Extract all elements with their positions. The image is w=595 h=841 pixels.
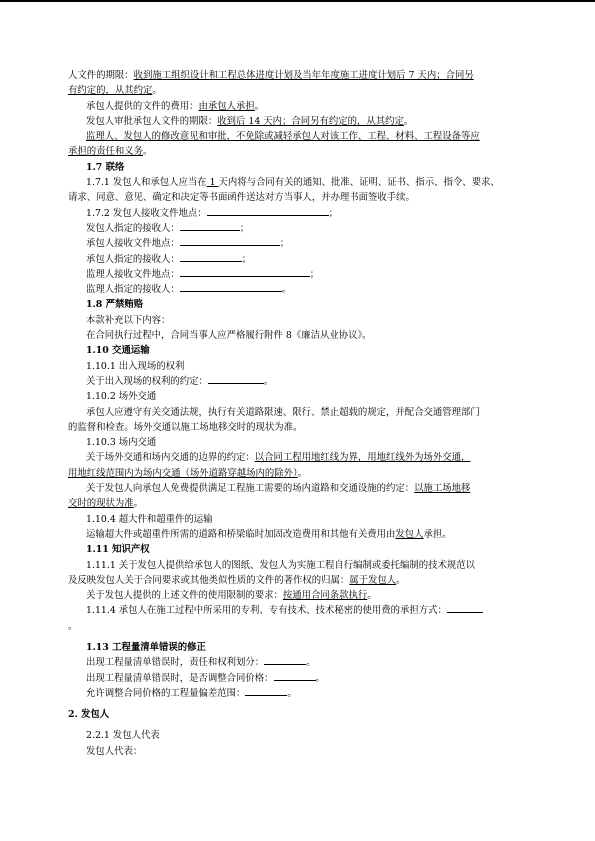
paragraph: 1.11.1 关于发包人提供给承包人的图纸、发包人为实施工程自行编制或委托编制的技术规范以 <box>86 559 476 571</box>
text: 。 <box>68 620 78 632</box>
underlined-text: 交时的现状为准 <box>68 498 134 510</box>
text: 承担。 <box>423 528 452 540</box>
section-heading: 1.10 交通运输 <box>86 345 150 357</box>
text: 关于发包人向承包人免费提供满足工程施工需要的场内道路和交通设施的约定： <box>86 483 415 495</box>
field-label: 监理人指定的接收人： <box>86 284 180 296</box>
field-label: 1.7.2 发包人接收文件地点： <box>86 207 207 219</box>
form-line: 发包人代表： <box>86 745 143 757</box>
form-line <box>68 252 528 267</box>
blank-field <box>447 603 483 613</box>
section-heading: 1.13 工程量清单错误的修正 <box>86 641 206 653</box>
paragraph <box>68 527 528 542</box>
blank-field <box>274 671 316 681</box>
text: ； <box>279 238 290 250</box>
underlined-text: 有约定的，从其约定 <box>68 85 153 97</box>
text: ； <box>241 253 252 265</box>
text: 及反映发包人关于合同要求或其他类似性质的文件的著作权的归属： <box>68 574 350 586</box>
field-label: 允许调整合同价格的工程量偏差范围： <box>86 687 246 699</box>
form-line <box>68 686 528 701</box>
blank-field <box>180 282 282 292</box>
field-label: 出现工程量清单错误时，责任和权利划分： <box>86 657 265 669</box>
text: 天内将与合同有关的通知、批准、证明、证书、指示、指令、要求、 <box>218 177 500 189</box>
paragraph: 承包人应遵守有关交通法规，执行有关道路限速、限行、禁止超载的规定，并配合交通管理部门 <box>86 406 480 418</box>
text: 人文件的期限： <box>68 70 134 81</box>
text: 。 <box>396 574 406 586</box>
form-line <box>68 655 528 670</box>
subsection-heading: 1.10.2 场外交通 <box>86 391 157 403</box>
underlined-text: 属于发包人 <box>349 574 397 586</box>
underlined-text: 以施工场地移 <box>414 483 471 495</box>
subsection-heading: 1.10.1 出入现场的权利 <box>86 360 185 372</box>
text: 。 <box>367 590 377 602</box>
form-line <box>68 236 528 251</box>
underlined-text: 以合同工程用地红线为界，用地红线外为场外交通， <box>254 452 471 464</box>
text: 。 <box>403 115 414 127</box>
text: 。 <box>133 498 144 510</box>
form-line <box>68 267 528 282</box>
field-label: 关于出入现场的权利的约定： <box>86 375 208 387</box>
form-line <box>68 374 528 389</box>
paragraph: 本款补充以下内容： <box>86 314 171 326</box>
text: 。 <box>143 146 153 158</box>
underlined-text: 收到后 14 天内；合同另有约定的，从其约定 <box>217 115 404 127</box>
page-top-border <box>0 0 595 2</box>
field-label: 1.11.4 承包人在施工过程中所采用的专利、专有技术、技术秘密的使用费的承担方式： <box>86 605 447 617</box>
blank-field <box>245 686 287 696</box>
paragraph <box>68 481 528 496</box>
underlined-text: 用地红线范围内为场内交通（场外道路穿越场内的除外） <box>68 467 298 479</box>
blank-field <box>180 267 310 277</box>
paragraph: 请求、同意、意见、确定和决定等书面函件送达对方当事人，并办理书面签收手续。 <box>68 192 415 204</box>
underlined-text: 收到施工组织设计和工程总体进度计划及当年年度施工进度计划后 7 天内；合同另 <box>133 70 474 81</box>
subsection-heading: 1.10.4 超大件和超重件的运输 <box>86 513 213 525</box>
form-line <box>68 221 528 236</box>
text: 关于场外交通和场内交通的边界的约定： <box>86 452 255 464</box>
paragraph <box>68 450 528 465</box>
blank-field <box>180 252 242 262</box>
paragraph <box>68 144 528 159</box>
text: 。 <box>281 284 292 296</box>
paragraph <box>68 83 528 98</box>
paragraph <box>68 466 528 481</box>
text: 发包人审批承包人文件的期限： <box>86 115 218 127</box>
text: 。 <box>263 375 274 387</box>
form-line <box>68 603 528 618</box>
text: 关于发包人提供的上述文件的使用限制的要求： <box>86 590 283 602</box>
paragraph <box>68 129 528 144</box>
paragraph <box>68 588 528 603</box>
blank-field <box>207 206 329 216</box>
underlined-value: 1 <box>206 177 219 189</box>
text: 。 <box>315 672 325 684</box>
paragraph <box>68 99 528 114</box>
text: 。 <box>297 467 308 479</box>
blank-field <box>180 236 280 246</box>
section-heading: 1.7 联络 <box>86 161 125 173</box>
chapter-heading: 2. 发包人 <box>68 709 110 721</box>
blank-field <box>208 374 264 384</box>
underlined-text: 按通用合同条款执行 <box>282 590 368 602</box>
field-label: 承包人指定的接收人： <box>86 253 180 265</box>
field-label: 出现工程量清单错误时，是否调整合同价格： <box>86 672 274 684</box>
form-line <box>68 206 528 221</box>
section-heading: 1.11 知识产权 <box>86 544 150 556</box>
paragraph: 的监督和检查。场外交通以施工场地移交时的现状为准。 <box>68 421 303 433</box>
text: 承包人提供的文件的费用： <box>86 100 199 112</box>
text: ； <box>309 268 320 280</box>
document-body <box>68 68 528 759</box>
paragraph <box>68 68 528 83</box>
text: 1.7.1 发包人和承包人应当在 <box>86 177 207 189</box>
underlined-text: 由承包人承担 <box>198 100 255 112</box>
subsection-heading: 2.2.1 发包人代表 <box>86 730 160 742</box>
subsection-heading: 1.10.3 场内交通 <box>86 437 157 449</box>
blank-field <box>180 221 240 231</box>
paragraph <box>68 496 528 511</box>
paragraph <box>68 175 528 190</box>
text: 。 <box>287 687 297 699</box>
text: ； <box>328 207 338 219</box>
form-line <box>68 282 528 297</box>
text: ； <box>239 222 250 234</box>
underlined-text: 承担的责任和义务 <box>68 146 144 158</box>
text: 。 <box>306 657 316 669</box>
section-heading: 1.8 严禁贿赂 <box>86 299 144 311</box>
text: 。 <box>254 100 265 112</box>
text: 运输超大件或超重件所需的道路和桥梁临时加固改造费用和其他有关费用由 <box>86 528 396 540</box>
paragraph: 在合同执行过程中，合同当事人应严格履行附件 8《廉洁从业协议》。 <box>86 330 372 342</box>
paragraph <box>68 573 528 588</box>
underlined-text: 监理人、发包人的修改意见和审批，不免除或减轻承包人对该工作、工程、材料、工程设备等应 <box>86 131 480 143</box>
form-line <box>68 671 528 686</box>
field-label: 监理人接收文件地点： <box>86 268 180 280</box>
field-label: 发包人指定的接收人： <box>86 222 180 234</box>
paragraph <box>68 114 528 129</box>
underlined-text: 发包人 <box>395 528 424 540</box>
field-label: 承包人接收文件地点： <box>86 238 180 250</box>
blank-field <box>264 655 306 665</box>
text: 。 <box>152 85 162 97</box>
